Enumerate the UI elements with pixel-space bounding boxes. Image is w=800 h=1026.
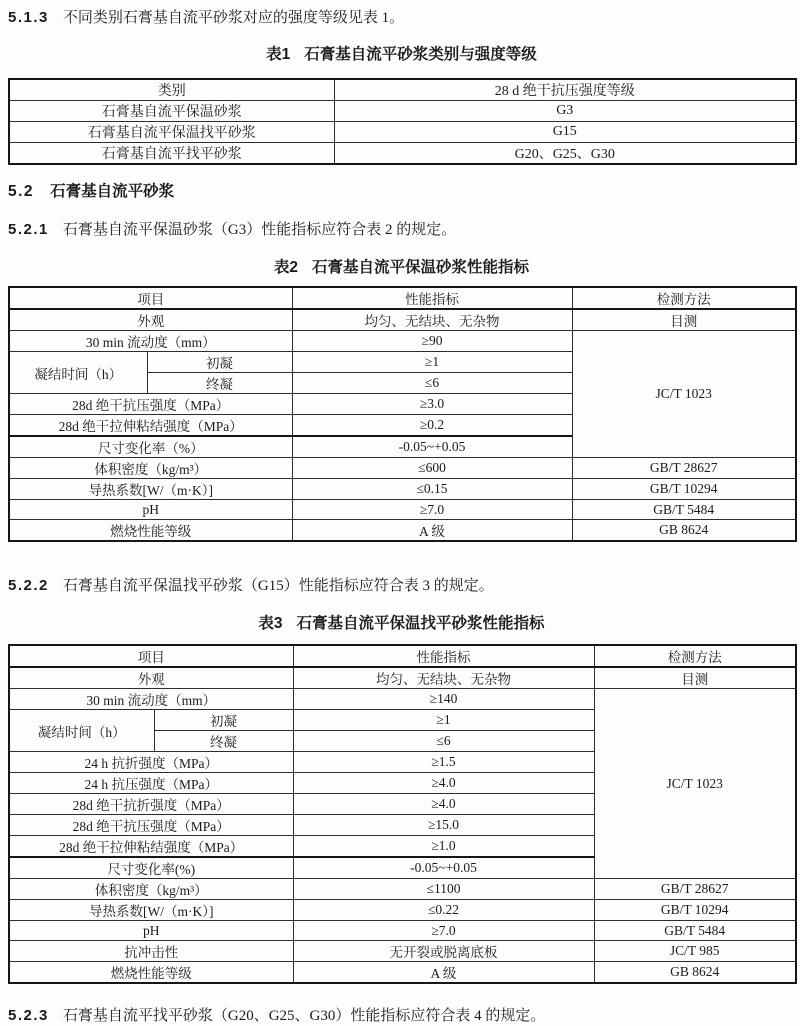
cell: 燃烧性能等级 <box>9 962 293 984</box>
cell: ≥7.0 <box>292 500 572 520</box>
clause-text: 石膏基自流平保温砂浆（G3）性能指标应符合表 2 的规定。 <box>62 222 457 238</box>
cell: 目测 <box>572 309 796 331</box>
cell: GB/T 10294 <box>594 900 796 921</box>
clause-number: 5.2.1 <box>8 221 49 238</box>
header-cell: 类别 <box>9 79 334 101</box>
cell: ≥1 <box>292 352 572 373</box>
cell: ≥7.0 <box>293 921 594 941</box>
header-cell: 检测方法 <box>572 287 796 309</box>
table-header-row <box>9 645 796 667</box>
table2-caption-label: 表2 <box>273 259 299 276</box>
cell: G3 <box>334 101 796 122</box>
table-header-row <box>9 287 796 309</box>
table-row <box>9 101 796 122</box>
cell: JC/T 1023 <box>594 689 796 879</box>
cell: -0.05~+0.05 <box>292 436 572 458</box>
cell: ≥15.0 <box>293 815 594 836</box>
table-row <box>9 479 796 500</box>
table-row <box>9 667 796 689</box>
header-cell: 项目 <box>9 645 293 667</box>
cell: ≤6 <box>293 731 594 752</box>
cell: 24 h 抗压强度（MPa） <box>9 773 293 794</box>
cell: ≥1.5 <box>293 752 594 773</box>
cell: ≥140 <box>293 689 594 710</box>
heading-5-2 <box>8 182 795 202</box>
cell: GB/T 10294 <box>572 479 796 500</box>
cell: GB 8624 <box>594 962 796 984</box>
table3-g15-performance <box>8 644 797 984</box>
cell: 尺寸变化率（%） <box>9 436 292 458</box>
cell: ≥3.0 <box>292 394 572 415</box>
cell: 初凝 <box>147 352 292 373</box>
cell: 28d 绝干抗折强度（MPa） <box>9 794 293 815</box>
table-row <box>9 962 796 984</box>
cell: 抗冲击性 <box>9 941 293 962</box>
cell: 30 min 流动度（mm） <box>9 331 292 352</box>
table2-caption-title: 石膏基自流平保温砂浆性能指标 <box>312 259 530 276</box>
table-row <box>9 900 796 921</box>
cell: GB/T 5484 <box>594 921 796 941</box>
cell: 导热系数[W/（m·K）] <box>9 900 293 921</box>
header-cell: 项目 <box>9 287 292 309</box>
header-cell: 性能指标 <box>293 645 594 667</box>
cell: 28d 绝干抗压强度（MPa） <box>9 394 292 415</box>
table1-strength-grades <box>8 78 797 165</box>
cell: 24 h 抗折强度（MPa） <box>9 752 293 773</box>
cell: ≥4.0 <box>293 794 594 815</box>
cell: 凝结时间（h） <box>9 710 154 752</box>
cell: ≥1 <box>293 710 594 731</box>
cell: 凝结时间（h） <box>9 352 147 394</box>
header-cell: 检测方法 <box>594 645 796 667</box>
cell: JC/T 1023 <box>572 331 796 458</box>
cell: 28d 绝干抗压强度（MPa） <box>9 815 293 836</box>
cell: 外观 <box>9 667 293 689</box>
header-cell: 28 d 绝干抗压强度等级 <box>334 79 796 101</box>
cell: ≥1.0 <box>293 836 594 858</box>
table3-caption-label: 表3 <box>258 615 283 632</box>
cell: 28d 绝干拉伸粘结强度（MPa） <box>9 415 292 437</box>
clause-number: 5.2.2 <box>8 577 49 594</box>
cell: 外观 <box>9 309 292 331</box>
table1-caption-label: 表1 <box>266 46 291 63</box>
cell: -0.05~+0.05 <box>293 857 594 879</box>
clause-5-2-2 <box>8 576 795 596</box>
cell: ≤600 <box>292 458 572 479</box>
cell: 石膏基自流平保温找平砂浆 <box>9 122 334 143</box>
cell: 初凝 <box>154 710 293 731</box>
cell: pH <box>9 500 292 520</box>
cell: ≤0.15 <box>292 479 572 500</box>
cell: 尺寸变化率(%) <box>9 857 293 879</box>
clause-number: 5.1.3 <box>8 9 49 26</box>
table1-caption <box>8 45 795 65</box>
clause-5-2-3 <box>8 1006 795 1026</box>
table1-caption-title: 石膏基自流平砂浆类别与强度等级 <box>304 46 537 63</box>
clause-text: 不同类别石膏基自流平砂浆对应的强度等级见表 1。 <box>62 10 405 26</box>
cell: ≤6 <box>292 373 572 394</box>
table-row <box>9 941 796 962</box>
cell: A 级 <box>292 520 572 542</box>
cell: 石膏基自流平找平砂浆 <box>9 143 334 165</box>
cell: 28d 绝干拉伸粘结强度（MPa） <box>9 836 293 858</box>
cell: G20、G25、G30 <box>334 143 796 165</box>
table3-caption-title: 石膏基自流平保温找平砂浆性能指标 <box>296 615 545 632</box>
cell: 均匀、无结块、无杂物 <box>293 667 594 689</box>
table-row <box>9 879 796 900</box>
cell: 导热系数[W/（m·K）] <box>9 479 292 500</box>
table3-caption <box>8 614 795 634</box>
cell: ≥4.0 <box>293 773 594 794</box>
heading-text: 石膏基自流平砂浆 <box>50 183 175 200</box>
cell: 均匀、无结块、无杂物 <box>292 309 572 331</box>
header-cell: 性能指标 <box>292 287 572 309</box>
cell: pH <box>9 921 293 941</box>
cell: GB/T 28627 <box>572 458 796 479</box>
cell: ≤0.22 <box>293 900 594 921</box>
clause-number: 5.2.3 <box>8 1007 49 1024</box>
clause-text: 石膏基自流平保温找平砂浆（G15）性能指标应符合表 3 的规定。 <box>62 578 494 594</box>
table-row <box>9 500 796 520</box>
table-row <box>9 143 796 165</box>
heading-number: 5.2 <box>8 183 35 200</box>
table-row <box>9 122 796 143</box>
table2-g3-performance <box>8 286 797 542</box>
table-row <box>9 689 796 710</box>
clause-5-2-1 <box>8 220 795 240</box>
table-row <box>9 309 796 331</box>
cell: GB/T 5484 <box>572 500 796 520</box>
cell: ≥90 <box>292 331 572 352</box>
cell: ≥0.2 <box>292 415 572 437</box>
clause-5-1-3 <box>8 8 795 28</box>
cell: ≤1100 <box>293 879 594 900</box>
cell: JC/T 985 <box>594 941 796 962</box>
cell: GB/T 28627 <box>594 879 796 900</box>
table-row <box>9 458 796 479</box>
cell: 体积密度（kg/m³） <box>9 458 292 479</box>
clause-text: 石膏基自流平找平砂浆（G20、G25、G30）性能指标应符合表 4 的规定。 <box>62 1008 546 1024</box>
cell: 30 min 流动度（mm） <box>9 689 293 710</box>
cell: 无开裂或脱离底板 <box>293 941 594 962</box>
cell: 目测 <box>594 667 796 689</box>
cell: 石膏基自流平保温砂浆 <box>9 101 334 122</box>
cell: 终凝 <box>147 373 292 394</box>
cell: 终凝 <box>154 731 293 752</box>
table-row <box>9 921 796 941</box>
table-row <box>9 331 796 352</box>
cell: A 级 <box>293 962 594 984</box>
table-row <box>9 520 796 542</box>
cell: G15 <box>334 122 796 143</box>
cell: 体积密度（kg/m³） <box>9 879 293 900</box>
table2-caption <box>8 258 795 278</box>
cell: GB 8624 <box>572 520 796 542</box>
table-header-row <box>9 79 796 101</box>
cell: 燃烧性能等级 <box>9 520 292 542</box>
